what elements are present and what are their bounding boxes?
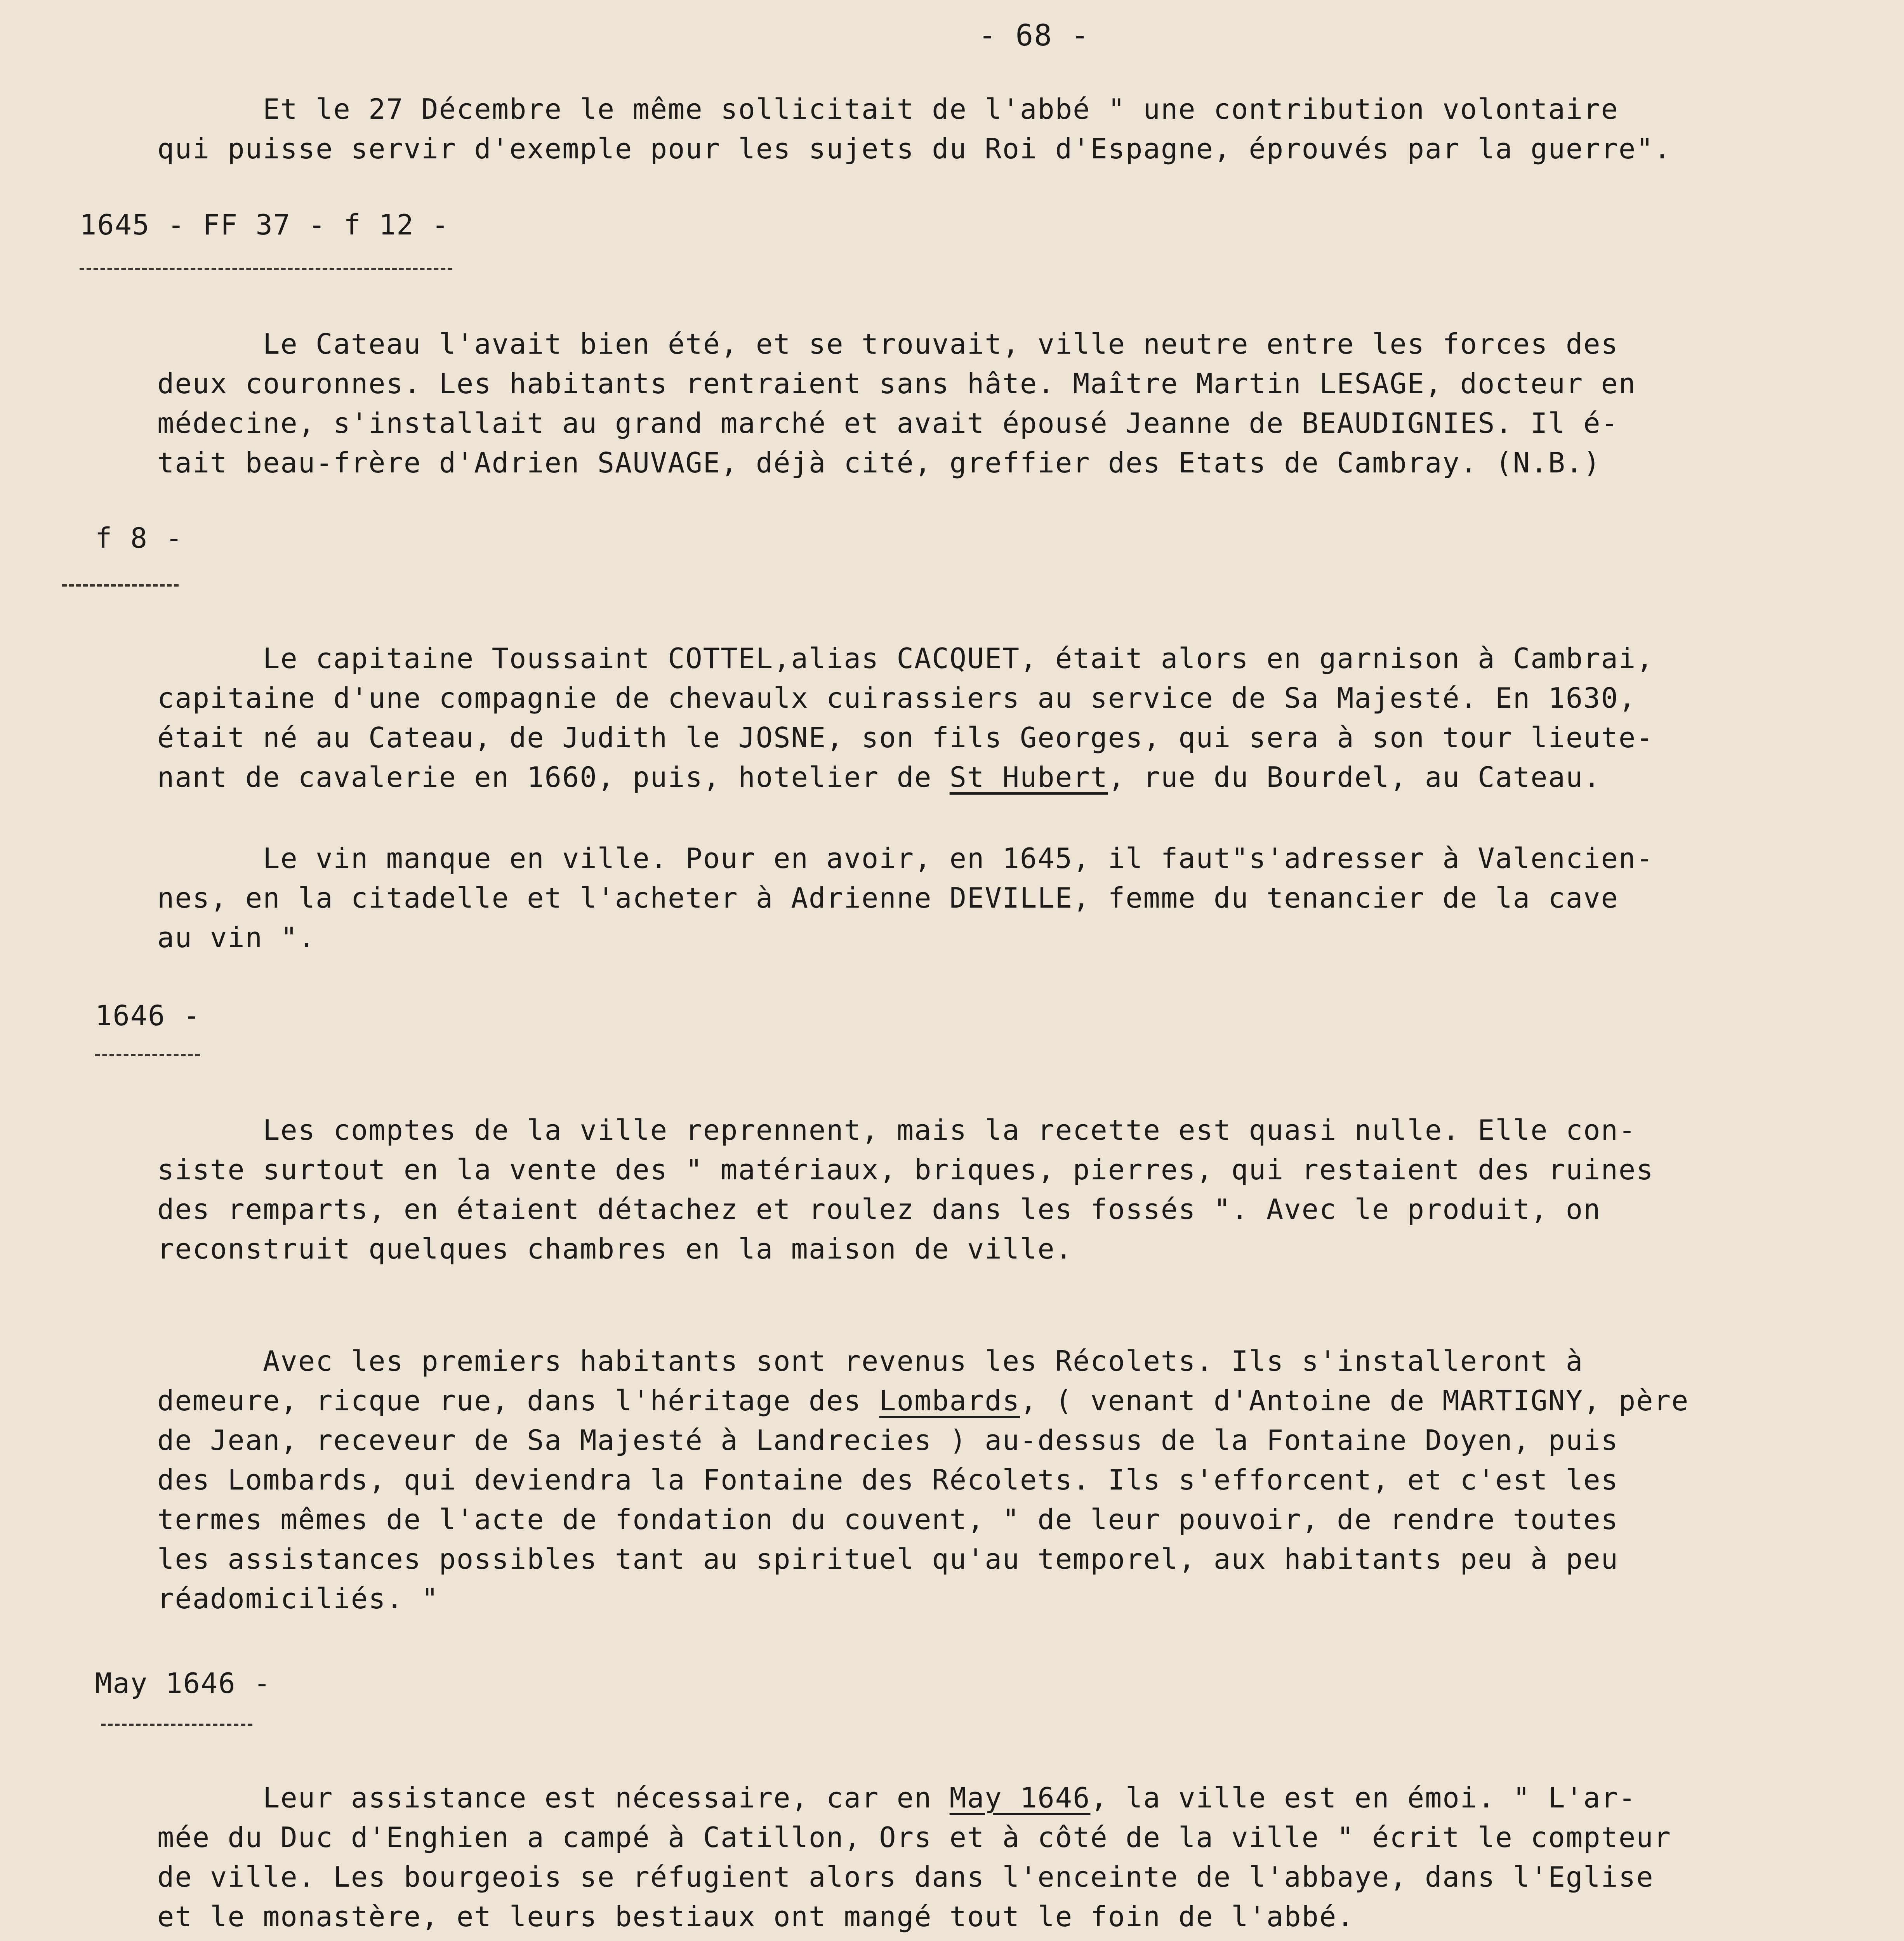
paragraph-5-line: des remparts, en étaient détachez et roulez dans les fossés ". Avec le produit, on (157, 1193, 1601, 1226)
paragraph-6-line (157, 1381, 1689, 1420)
paragraph-1 (157, 89, 1671, 168)
paragraph-7-line: et le monastère, et leurs bestiaux ont mangé tout le foin de l'abbé. (157, 1900, 1355, 1933)
paragraph-1-line: Et le 27 Décembre le même sollicitait de l'abbé " une contribution volontaire (157, 93, 1619, 125)
paragraph-4-line: Le vin manque en ville. Pour en avoir, en 1645, il faut"s'adresser à Valencien- (157, 842, 1654, 875)
section-heading-f8: f 8 - (95, 522, 183, 554)
paragraph-6-line: de Jean, receveur de Sa Majesté à Landrecies ) au-dessus de la Fontaine Doyen, puis (157, 1424, 1619, 1457)
paragraph-7 (157, 1778, 1671, 1936)
paragraph-7-line: de ville. Les bourgeois se réfugient alors dans l'enceinte de l'abbaye, dans l'Eglise (157, 1861, 1654, 1893)
heading-divider (95, 1054, 200, 1056)
heading-divider (80, 268, 452, 270)
text-run: nant de cavalerie en 1660, puis, hotelier de (157, 761, 950, 793)
paragraph-7-line (157, 1778, 1671, 1818)
section-heading-may-1646: May 1646 - (95, 1667, 271, 1700)
paragraph-1-line: qui puisse servir d'exemple pour les sujets du Roi d'Espagne, éprouvés par la guerre". (157, 132, 1671, 165)
paragraph-3 (157, 639, 1654, 797)
underlined-place-name: Lombards (879, 1384, 1020, 1417)
text-run: demeure, ricque rue, dans l'héritage des (157, 1384, 879, 1417)
paragraph-6-line: les assistances possibles tant au spirituel qu'au temporel, aux habitants peu à peu (157, 1543, 1619, 1575)
paragraph-2-line: deux couronnes. Les habitants rentraient sans hâte. Maître Martin LESAGE, docteur en (157, 367, 1636, 400)
paragraph-3-line: capitaine d'une compagnie de chevaulx cuirassiers au service de Sa Majesté. En 1630, (157, 682, 1636, 714)
paragraph-3-line: Le capitaine Toussaint COTTEL,alias CACQUET, était alors en garnison à Cambrai, (157, 642, 1654, 675)
paragraph-6-line: réadomiciliés. " (157, 1582, 439, 1615)
paragraph-3-line: était né au Cateau, de Judith le JOSNE, son fils Georges, qui sera à son tour lieute- (157, 721, 1654, 754)
underlined-place-name: St Hubert (949, 761, 1108, 793)
paragraph-2-line: médecine, s'installait au grand marché et avait épousé Jeanne de BEAUDIGNIES. Il é- (157, 407, 1619, 439)
heading-divider (101, 1724, 252, 1726)
paragraph-5 (157, 1110, 1654, 1269)
paragraph-6-line: Avec les premiers habitants sont revenus les Récolets. Ils s'installeront à (157, 1345, 1584, 1377)
text-run: , rue du Bourdel, au Cateau. (1108, 761, 1601, 793)
paragraph-2-line: Le Cateau l'avait bien été, et se trouvait, ville neutre entre les forces des (157, 328, 1619, 360)
text-run: , la ville est en émoi. " L'ar- (1090, 1781, 1636, 1814)
paragraph-4-line: au vin ". (157, 921, 316, 954)
paragraph-2-line: tait beau-frère d'Adrien SAUVAGE, déjà cité, greffier des Etats de Cambray. (N.B.) (157, 446, 1601, 479)
heading-divider (62, 584, 179, 587)
paragraph-2 (157, 324, 1636, 483)
paragraph-7-line: mée du Duc d'Enghien a campé à Catillon, Ors et à côté de la ville " écrit le compteur (157, 1821, 1671, 1854)
paragraph-4-line: nes, en la citadelle et l'acheter à Adrienne DEVILLE, femme du tenancier de la cave (157, 882, 1619, 914)
section-heading-1646: 1646 - (95, 999, 201, 1032)
paragraph-3-line (157, 757, 1654, 797)
paragraph-5-line: Les comptes de la ville reprennent, mais la recette est quasi nulle. Elle con- (157, 1114, 1636, 1146)
paragraph-5-line: siste surtout en la vente des " matériaux, briques, pierres, qui restaient des ruines (157, 1153, 1654, 1186)
text-run: , ( venant d'Antoine de MARTIGNY, père (1020, 1384, 1689, 1417)
paragraph-6-line: des Lombards, qui deviendra la Fontaine des Récolets. Ils s'efforcent, et c'est les (157, 1464, 1619, 1496)
paragraph-6 (157, 1341, 1689, 1618)
page-number: - 68 - (978, 18, 1090, 52)
underlined-date: May 1646 (949, 1781, 1091, 1814)
paragraph-4 (157, 839, 1654, 957)
text-run: Leur assistance est nécessaire, car en (157, 1781, 950, 1814)
paragraph-5-line: reconstruit quelques chambres en la maison de ville. (157, 1233, 1073, 1265)
paragraph-6-line: termes mêmes de l'acte de fondation du couvent, " de leur pouvoir, de rendre toutes (157, 1503, 1619, 1536)
section-heading-1645: 1645 - FF 37 - f 12 - (80, 208, 450, 241)
